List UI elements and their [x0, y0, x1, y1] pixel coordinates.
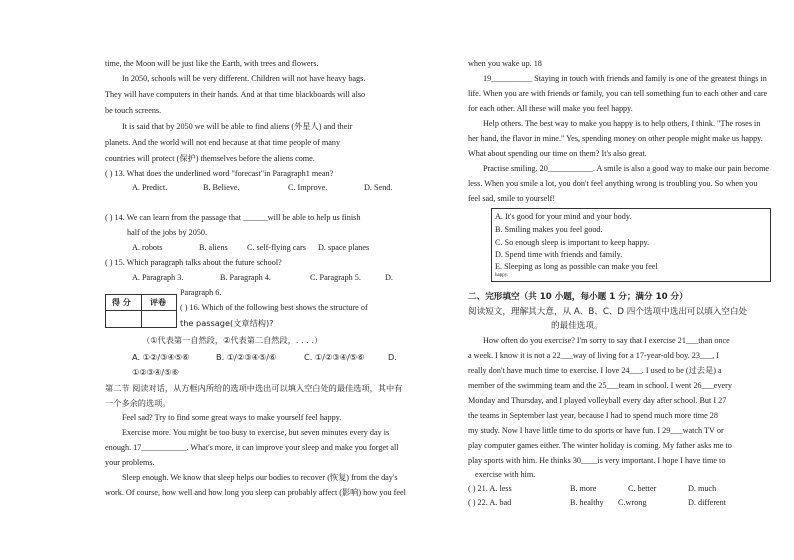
option: A. It's good for your mind and your body. — [495, 212, 632, 221]
text-line: play sports with him. He thinks 30____is very important. I hope I have time to — [468, 456, 726, 465]
option: C.wrong — [618, 498, 647, 507]
table-divider — [141, 295, 142, 327]
option: D. — [385, 273, 393, 282]
text-line: Feel sad? Try to find some great ways to make yourself feel happy. — [122, 413, 342, 422]
text-line: for each other. All these will make you feel happy. — [468, 104, 633, 113]
text-line: the teams in September last year, because I had to spend much more time 28 — [468, 411, 718, 420]
score-table — [105, 294, 177, 328]
text-line: my study. Now I have little time to do sports or have fun. I 29___watch TV or — [468, 426, 724, 435]
text-line: Help others. The best way to make you happy is to help others, I think. "The roses in — [483, 119, 761, 128]
option: C. better — [628, 484, 657, 493]
option: C. self-flying cars — [247, 243, 306, 252]
section-heading: 一个多余的选项。 — [105, 398, 171, 408]
question-13: ( ) 13. What does the underlined word "forecast"in Paragraph1 mean? — [105, 169, 334, 178]
option: B. ①/②③④⑤/⑥ — [216, 352, 277, 362]
text-line: time, the Moon will be just like the Earth, with trees and flowers. — [105, 59, 319, 68]
text-line: your problems. — [105, 458, 155, 467]
question-15: ( ) 15. Which paragraph talks about the future school? — [105, 258, 282, 267]
option: B. Believe. — [203, 183, 240, 192]
option: A. Paragraph 3. — [132, 273, 184, 282]
text-line: exercise with him. — [475, 470, 536, 479]
option: C. So enough sleep is important to keep happy. — [495, 238, 650, 247]
text-line: Paragraph 6. — [180, 288, 222, 297]
question-22: ( ) 22. A. bad — [468, 498, 512, 507]
text-line: Monday and Thursday, and I played volleyball every day after school. But I 27 — [468, 396, 727, 405]
text-line: when you wake up. 18 — [468, 59, 542, 68]
text-line: It is said that by 2050 we will be able to find aliens (外星人) and their — [122, 122, 353, 131]
text-line: a week. I know it is not a 22___way of living for a 17-year-old boy. 23___, I — [468, 351, 720, 360]
option: E. Sleeping as long as possible can make you feel — [495, 262, 658, 271]
text-line: play computer games either. The winter holiday is coming. My father asks me to — [468, 441, 732, 450]
text-line: 19__________ Staying in touch with friends and family is one of the greatest things in — [483, 74, 767, 83]
score-label: 得 分 — [112, 298, 131, 307]
text-line: feel sad, smile to yourself! — [468, 194, 556, 203]
option: B. Paragraph 4. — [220, 273, 271, 282]
text-line: Exercise more. You might be too busy to exercise, but seven minutes every day is — [122, 428, 390, 437]
option: C. ①/②③④/⑤⑥ — [304, 352, 365, 362]
option: D. Send. — [364, 183, 393, 192]
option: B. more — [570, 484, 597, 493]
text-line: How often do you exercise? I'm sorry to say that I exercise 21___than once — [483, 336, 730, 345]
option: D. much — [688, 484, 717, 493]
text-line: They will have computers in their hands. And at that time blackboards will also — [105, 90, 366, 99]
option: C. Paragraph 5. — [310, 273, 361, 282]
option: D. space planes — [318, 243, 370, 252]
text-line: Practise smiling. 20___________. A smile is also a good way to make our pain become — [483, 164, 770, 173]
option: B. Smiling makes you feel good. — [495, 225, 603, 234]
text-line: the passage(文章结构)? — [180, 318, 274, 328]
section-heading: 二、完形填空（共 10 小题，每小题 1 分；满分 10 分） — [468, 292, 688, 302]
table-divider — [106, 310, 176, 311]
question-14: ( ) 14. We can learn from the passage that ______will be able to help us finish — [105, 213, 361, 222]
text-line: （①代表第一自然段，②代表第二自然段，. . . .） — [142, 335, 323, 345]
text-line: enough. 17___________. What's more, it can improve your sleep and make you forget all — [105, 443, 399, 452]
text-line: What about spending our time on them? It's also great. — [468, 149, 647, 158]
option: ①②③④/⑤⑥ — [132, 367, 179, 377]
option: D. Spend time with friends and family. — [495, 250, 623, 259]
instruction: 的最佳选项。 — [551, 321, 603, 331]
option: C. Improve. — [288, 183, 328, 192]
text-line: really don't have much time to exercise. I love 24___. I used to be (过去是) a — [468, 366, 722, 375]
option: happy. — [495, 273, 509, 278]
instruction: 阅读短文，理解其大意，从 A、B、C、D 四个选项中选出可以填入空白处 — [468, 307, 748, 317]
text-line: less. When you smile a lot, you don't feel anything wrong is troubling you. So when you — [468, 179, 758, 188]
text-line: member of the swimming team and the 25___team in school. I went 26___every — [468, 381, 732, 390]
question-21: ( ) 21. A. less — [468, 484, 512, 493]
text-line: Sleep enough. We know that sleep helps our bodies to recover (恢复) from the day's — [122, 473, 398, 482]
text-line: her hand, the flavor in mine." Yes, spending money on other people might make us happy. — [468, 134, 763, 143]
option: B. healthy — [570, 498, 604, 507]
text-line: In 2050, schools will be very different. Children will not have heavy bags. — [122, 74, 366, 83]
text-line: be touch screens. — [105, 106, 162, 115]
option: D. — [388, 352, 397, 362]
text-line: countries will protect (保护) themselves before the aliens come. — [105, 154, 315, 163]
option: D. different — [688, 498, 727, 507]
section-heading: 第二节 阅读对话，从方框内所给的选项中选出可以填入空白处的最佳选项，其中有 — [105, 383, 403, 393]
option: A. ①②/③④⑤⑥ — [132, 352, 190, 362]
option: A. Predict. — [132, 183, 168, 192]
text-line: half of the jobs by 2050. — [127, 228, 208, 237]
text-line: planets. And the world will not end because at that time people of many — [105, 138, 341, 147]
reviewer-label: 评卷 — [150, 298, 166, 307]
text-line: work. Of course, how well and how long you sleep can probably affect (影响) how you feel — [105, 488, 406, 497]
question-16: ( ) 16. Which of the following best shows the structure of — [180, 303, 368, 312]
option: B. aliens — [199, 243, 228, 252]
text-line: life. When you are with friends or family, you can tell something fun to each other and care — [468, 89, 768, 98]
option: A. robots — [132, 243, 163, 252]
